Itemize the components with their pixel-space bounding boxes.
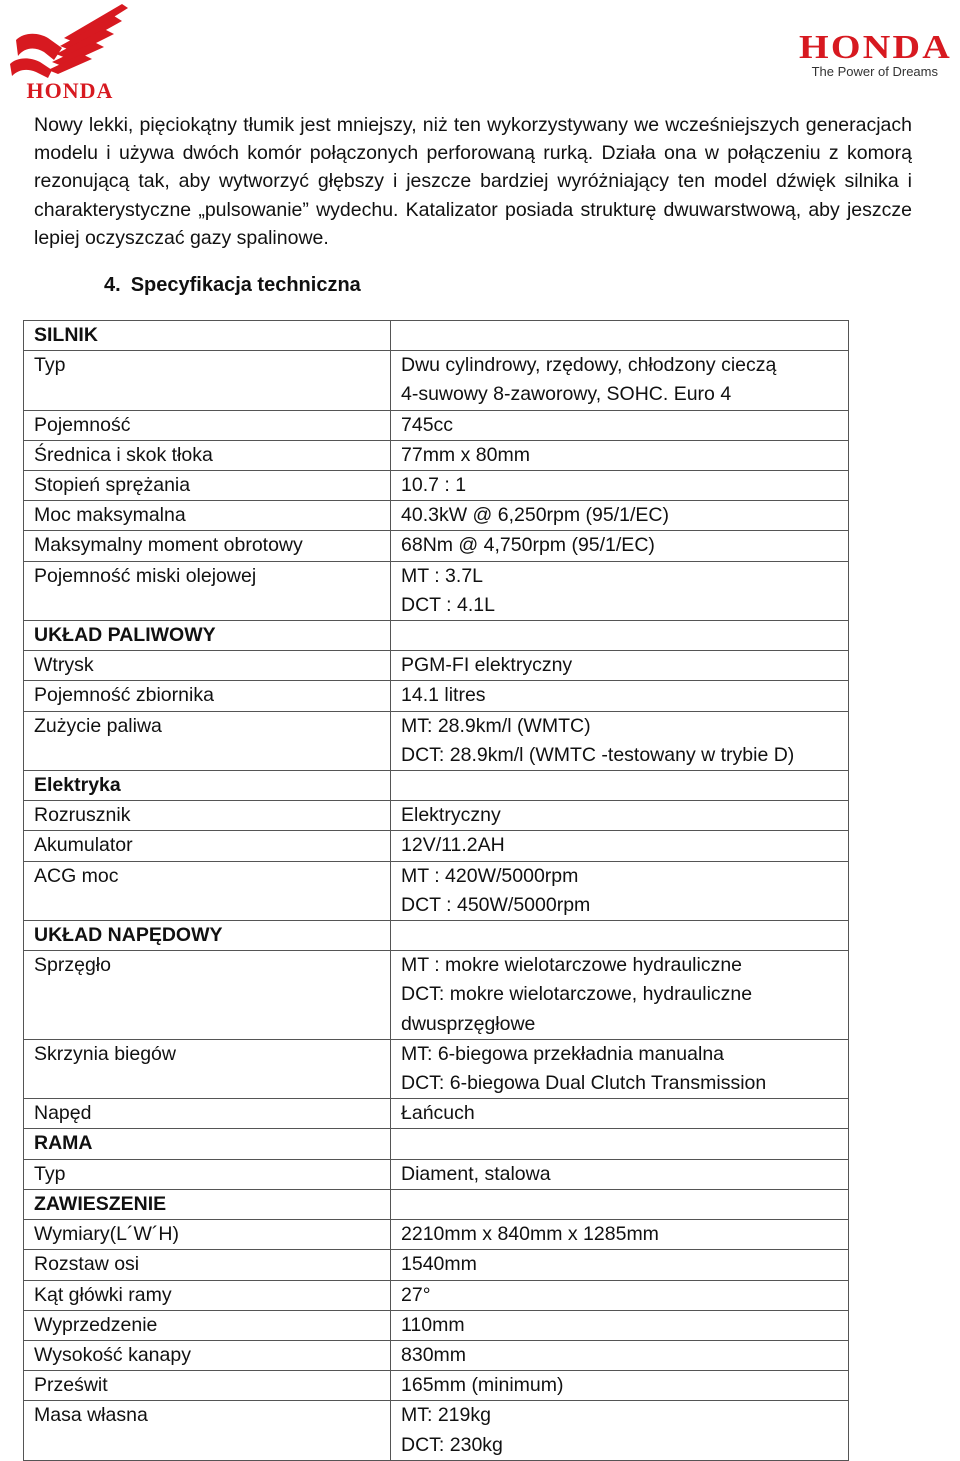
spec-value-cell — [391, 1280, 849, 1310]
spec-key: Typ — [24, 351, 391, 410]
spec-key: Zużycie paliwa — [24, 711, 391, 770]
spec-value: MT : 420W/5000rpm — [401, 864, 579, 887]
spec-row — [24, 471, 849, 501]
spec-row — [24, 1371, 849, 1401]
spec-value: DCT: 6-biegowa Dual Clutch Transmission — [401, 1072, 767, 1095]
spec-section-row — [24, 771, 849, 801]
spec-value: MT: 6-biegowa przekładnia manualna — [401, 1042, 725, 1065]
spec-row — [24, 1310, 849, 1340]
spec-value: 27° — [401, 1283, 431, 1306]
logo-left-wordmark: HONDA — [26, 78, 114, 103]
wing-icon — [4, 2, 128, 82]
spec-value: 12V/11.2AH — [401, 834, 505, 857]
spec-value: MT : 3.7L — [401, 564, 484, 587]
spec-value-cell — [391, 1371, 849, 1401]
spec-value-cell — [391, 501, 849, 531]
spec-key: ACG moc — [24, 861, 391, 920]
spec-row — [24, 561, 849, 620]
spec-row — [24, 1220, 849, 1250]
spec-value-cell — [391, 471, 849, 501]
spec-value-cell — [391, 410, 849, 440]
spec-key: Wysokość kanapy — [24, 1340, 391, 1370]
intro-paragraph: Nowy lekki, pięciokątny tłumik jest mniejszy, niż ten wykorzystywany we wcześniejszych generacjach modelu i używa dwóch komór połączonych perforowaną rurką. Działa ona w połączeniu z komorą rezonującą tak, aby wytworzyć głębszy i jeszcze bardziej wyróżniający ten model dźwięk silnika i charakterystyczne „pulsowanie” wydechu. Katalizator posiada strukturę dwuwarstwową, aby jeszcze lepiej oczyszczać gazy spalinowe. — [34, 114, 912, 249]
spec-value: 77mm x 80mm — [401, 443, 530, 466]
spec-key: Pojemność miski olejowej — [24, 561, 391, 620]
spec-row — [24, 351, 849, 410]
spec-section-title: UKŁAD NAPĘDOWY — [24, 921, 391, 951]
spec-value-cell — [391, 1159, 849, 1189]
spec-value-cell — [391, 1250, 849, 1280]
spec-value: 4-suwowy 8-zaworowy, SOHC. Euro 4 — [401, 383, 732, 406]
spec-key: Wymiary(L´W´H) — [24, 1220, 391, 1250]
spec-value: 68Nm @ 4,750rpm (95/1/EC) — [401, 534, 655, 557]
spec-section-title: UKŁAD PALIWOWY — [24, 621, 391, 651]
spec-section-row — [24, 321, 849, 351]
spec-row — [24, 1280, 849, 1310]
spec-value-cell — [391, 440, 849, 470]
spec-key: Wyprzedzenie — [24, 1310, 391, 1340]
spec-key: Skrzynia biegów — [24, 1039, 391, 1098]
spec-value: DCT : 4.1L — [401, 593, 495, 616]
spec-key: Wtrysk — [24, 651, 391, 681]
spec-row — [24, 531, 849, 561]
spec-value: 40.3kW @ 6,250rpm (95/1/EC) — [401, 504, 669, 527]
spec-row — [24, 1340, 849, 1370]
spec-row — [24, 410, 849, 440]
spec-row — [24, 1159, 849, 1189]
spec-row — [24, 861, 849, 920]
spec-section-title: SILNIK — [24, 321, 391, 351]
spec-key: Akumulator — [24, 831, 391, 861]
spec-value-cell — [391, 831, 849, 861]
honda-wordmark-logo — [752, 29, 952, 79]
spec-key: Rozstaw osi — [24, 1250, 391, 1280]
spec-row — [24, 801, 849, 831]
spec-value: MT: 219kg — [401, 1404, 491, 1427]
spec-value: PGM-FI elektryczny — [401, 654, 573, 677]
spec-value: 110mm — [401, 1313, 465, 1336]
spec-value: 14.1 litres — [401, 684, 486, 707]
spec-section-title: RAMA — [24, 1129, 391, 1159]
spec-value: DCT: 230kg — [401, 1433, 503, 1456]
spec-key: Stopień sprężania — [24, 471, 391, 501]
spec-value-cell — [391, 951, 849, 1040]
spec-row — [24, 711, 849, 770]
spec-value-cell — [391, 1401, 849, 1460]
spec-value-cell — [391, 921, 849, 951]
spec-key: Typ — [24, 1159, 391, 1189]
spec-value: DCT: 28.9km/l (WMTC -testowany w trybie D) — [401, 743, 795, 766]
spec-section-title: Elektryka — [24, 771, 391, 801]
spec-value: DCT : 450W/5000rpm — [401, 893, 591, 916]
spec-key: Rozrusznik — [24, 801, 391, 831]
spec-value-cell — [391, 1129, 849, 1159]
spec-value: Dwu cylindrowy, rzędowy, chłodzony cieczą — [401, 354, 777, 377]
spec-value-cell — [391, 561, 849, 620]
spec-row — [24, 1099, 849, 1129]
spec-value: 165mm (minimum) — [401, 1374, 564, 1397]
spec-value-cell — [391, 1039, 849, 1098]
spec-value: Łańcuch — [401, 1102, 475, 1125]
spec-value-cell — [391, 1099, 849, 1129]
spec-key: Kąt główki ramy — [24, 1280, 391, 1310]
spec-key: Pojemność — [24, 410, 391, 440]
spec-value-cell — [391, 681, 849, 711]
spec-row — [24, 831, 849, 861]
honda-wing-logo — [4, 2, 128, 103]
spec-value: 1540mm — [401, 1253, 477, 1276]
spec-value: MT : mokre wielotarczowe hydrauliczne — [401, 954, 743, 977]
spec-value-cell — [391, 1310, 849, 1340]
spec-row — [24, 1401, 849, 1460]
logo-tagline: The Power of Dreams — [811, 64, 938, 79]
spec-section-title: ZAWIESZENIE — [24, 1189, 391, 1219]
spec-section-row — [24, 1189, 849, 1219]
spec-value: DCT: mokre wielotarczowe, hydrauliczne — [401, 983, 753, 1006]
spec-value-cell — [391, 621, 849, 651]
spec-row — [24, 440, 849, 470]
spec-key: Masa własna — [24, 1401, 391, 1460]
spec-key: Prześwit — [24, 1371, 391, 1401]
spec-value: 2210mm x 840mm x 1285mm — [401, 1223, 659, 1246]
spec-value-cell — [391, 351, 849, 410]
spec-value-cell — [391, 711, 849, 770]
spec-section-row — [24, 921, 849, 951]
spec-section-row — [24, 621, 849, 651]
logo-right-brand: HONDA — [799, 29, 952, 66]
spec-value-cell — [391, 771, 849, 801]
spec-value-cell — [391, 1189, 849, 1219]
spec-value: 745cc — [401, 413, 454, 436]
spec-value: 10.7 : 1 — [401, 474, 467, 497]
spec-row — [24, 1039, 849, 1098]
spec-table-body — [24, 321, 849, 1461]
spec-value-cell — [391, 321, 849, 351]
spec-row — [24, 681, 849, 711]
spec-row — [24, 1250, 849, 1280]
section-number: 4. — [104, 274, 121, 296]
spec-row — [24, 501, 849, 531]
spec-value-cell — [391, 1220, 849, 1250]
spec-key: Sprzęgło — [24, 951, 391, 1040]
spec-value: dwusprzęgłowe — [401, 1012, 536, 1035]
spec-key: Napęd — [24, 1099, 391, 1129]
spec-section-row — [24, 1129, 849, 1159]
spec-value-cell — [391, 651, 849, 681]
spec-value: Elektryczny — [401, 804, 501, 827]
spec-table — [23, 320, 849, 1461]
spec-key: Maksymalny moment obrotowy — [24, 531, 391, 561]
spec-value-cell — [391, 801, 849, 831]
spec-key: Pojemność zbiornika — [24, 681, 391, 711]
spec-value: 830mm — [401, 1343, 467, 1366]
spec-value: Diament, stalowa — [401, 1162, 551, 1185]
spec-key: Średnica i skok tłoka — [24, 440, 391, 470]
spec-key: Moc maksymalna — [24, 501, 391, 531]
spec-value-cell — [391, 1340, 849, 1370]
section-title: Specyfikacja techniczna — [130, 274, 361, 296]
spec-row — [24, 651, 849, 681]
section-heading — [104, 271, 361, 299]
spec-row — [24, 951, 849, 1040]
spec-value: MT: 28.9km/l (WMTC) — [401, 714, 591, 737]
spec-value-cell — [391, 531, 849, 561]
spec-value-cell — [391, 861, 849, 920]
